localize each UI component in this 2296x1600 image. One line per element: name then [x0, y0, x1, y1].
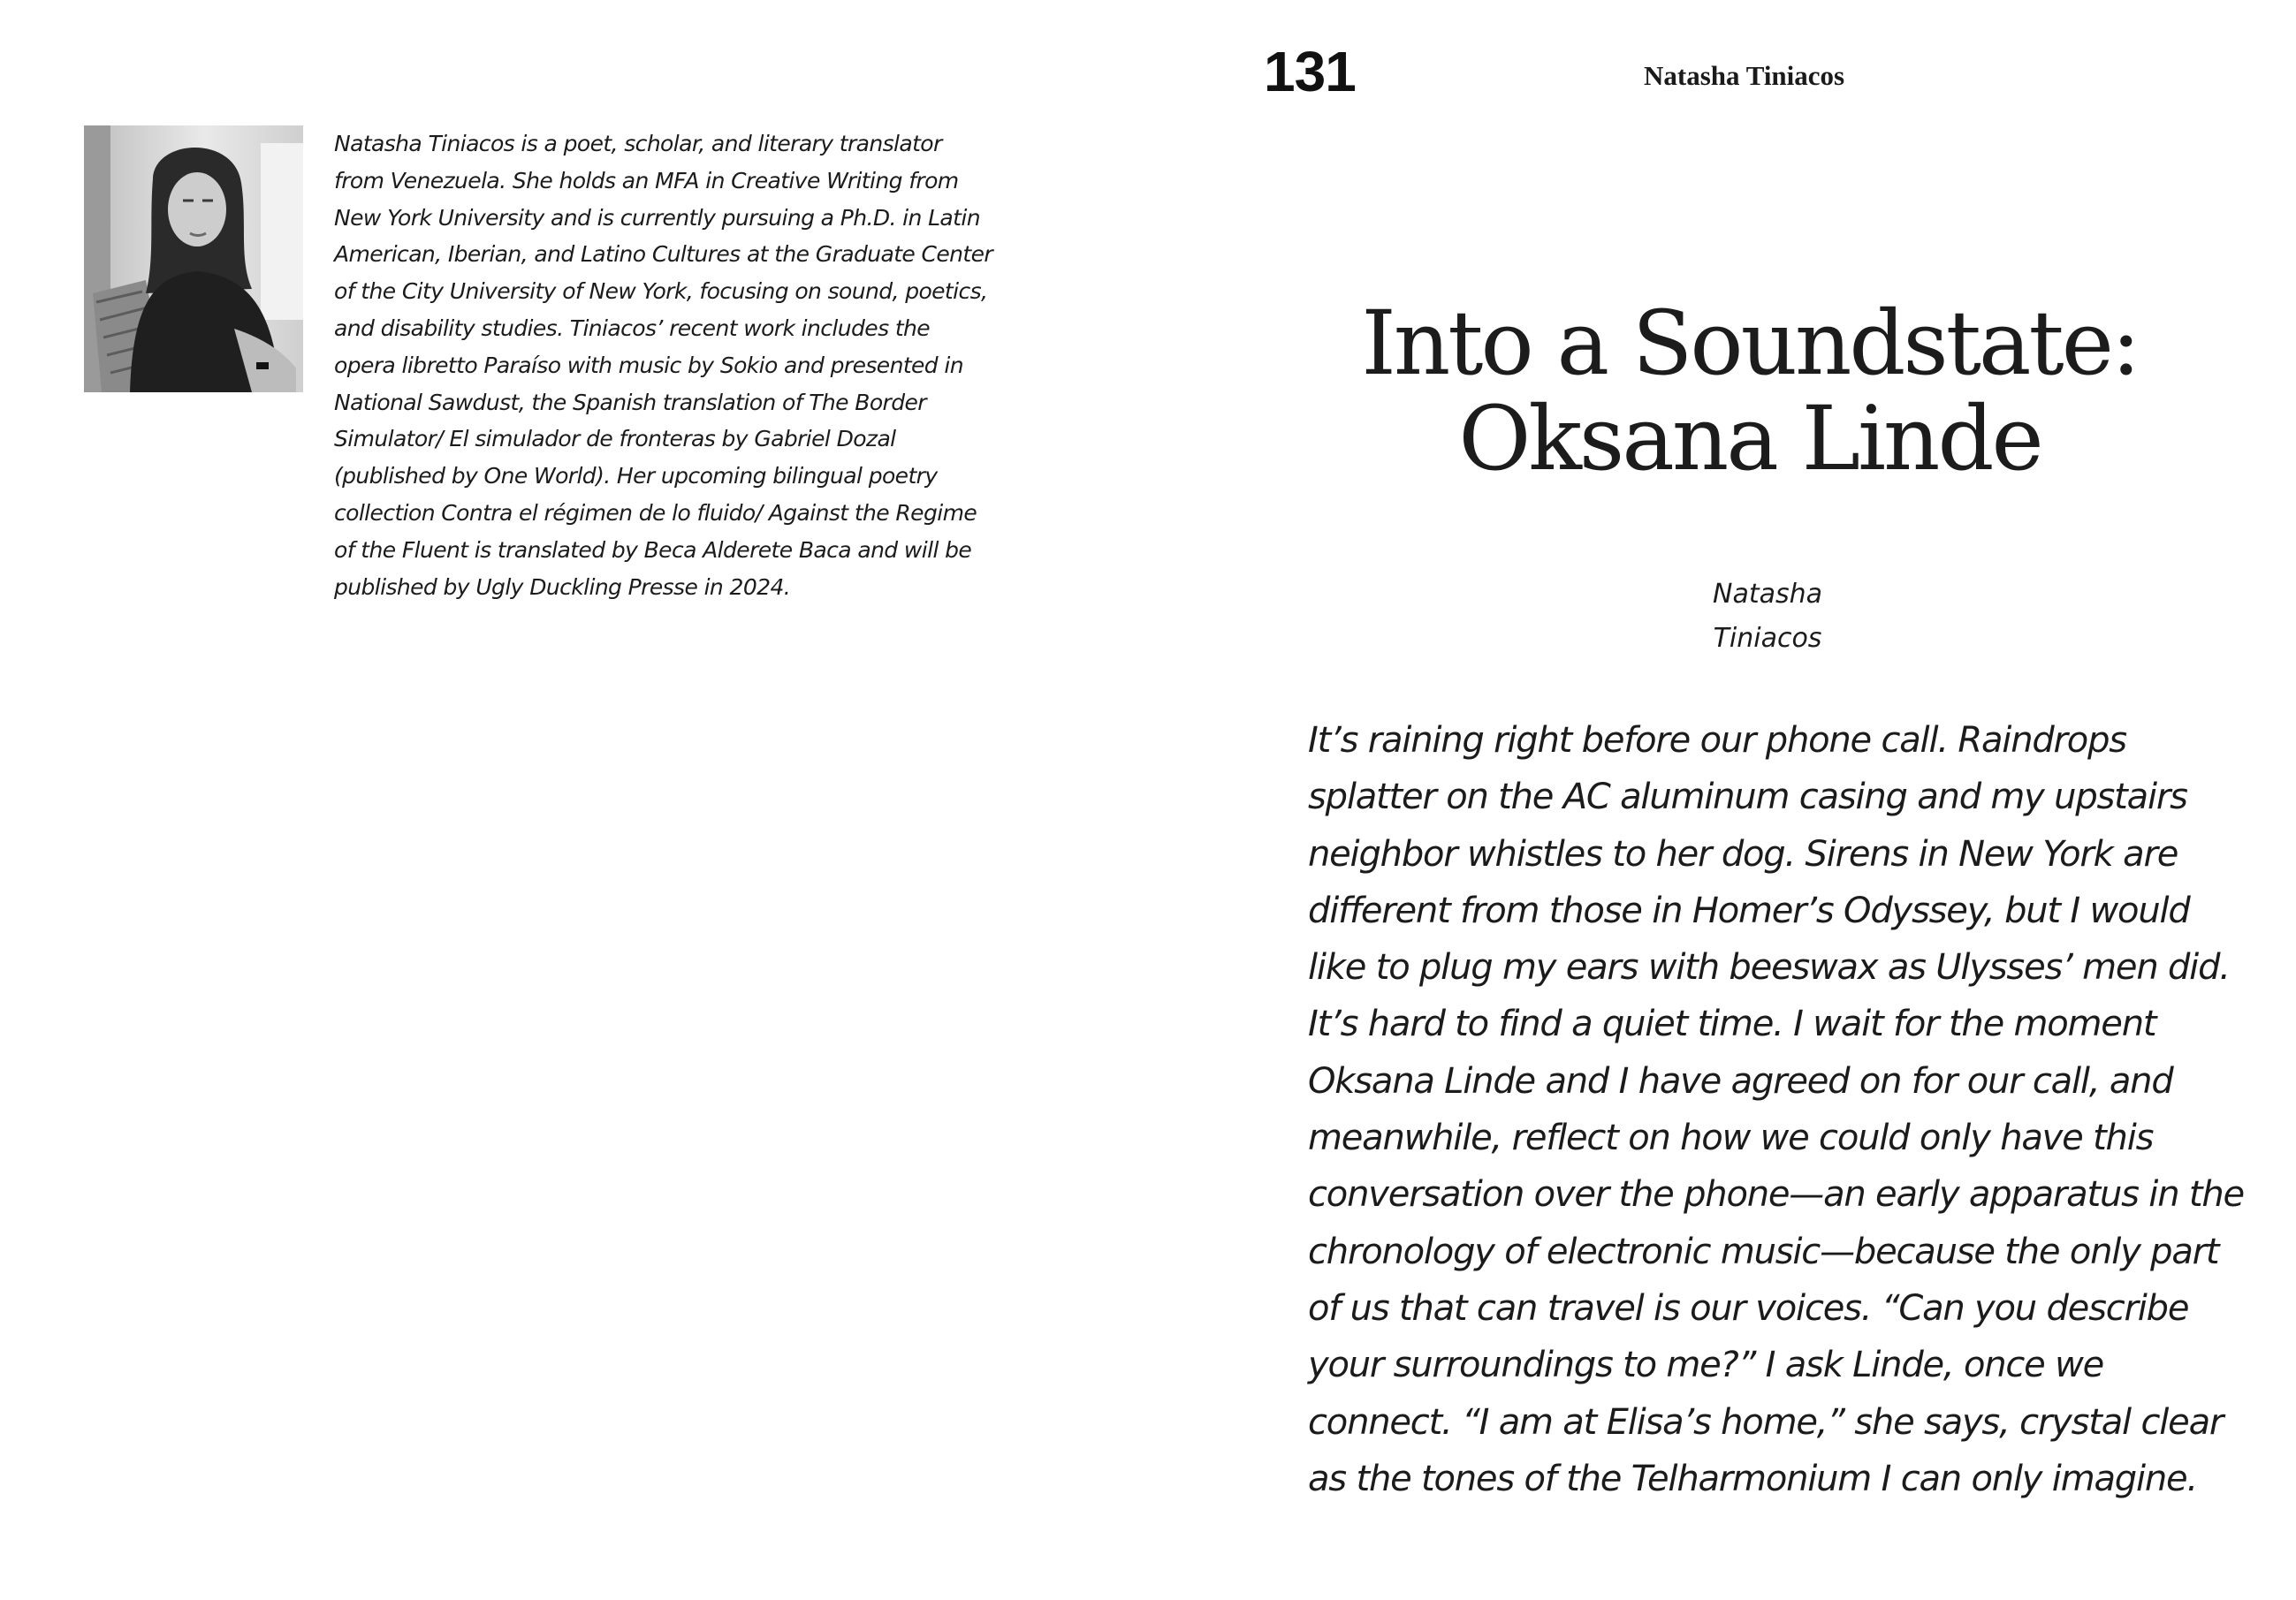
article-body-paragraph: It’s raining right before our phone call. Raindrops splatter on the AC aluminum casing and my upstairs neighbor whistles to her dog. Sirens in New York are different from those in Homer’s Odyssey, but I would like to plug my ears with beeswax as Ulysses’ men did. It’s hard to find a quiet time. I wait for the moment Oksana Linde and I have agreed on for our call, and meanwhile, reflect on how we could only have this conversation over the phone—an early apparatus in the chronology of electronic music—because the only part of us that can travel is our voices. “Can you describe your surroundings to me?” I ask Linde, once we connect. “I am at Elisa’s home,” she says, crystal clear as the tones of the Telharmonium I can only imagine.: [1308, 720, 2244, 1499]
author-photo: [84, 125, 303, 392]
article-title: [1308, 292, 2192, 490]
bio-work-title-contra: Contra el régimen de lo fluido/ Against the Regime of the Fluent: [334, 499, 977, 563]
byline-first-name: Natasha: [1713, 579, 1822, 610]
running-head: Natasha Tiniacos: [1644, 60, 1845, 91]
article-title-line-1: Into a Soundstate:: [1361, 292, 2139, 395]
article-title-line-2: Oksana Linde: [1458, 387, 2041, 490]
bio-work-title-border-simulator: The Border Simulator/ El simulador de fronteras: [334, 389, 926, 452]
author-bio: [334, 125, 997, 605]
bio-text-2: with music by Sokio and presented in National Sawdust, the Spanish translation of: [334, 352, 964, 415]
page-number: 131: [1264, 40, 1356, 103]
bio-work-title-paraiso: Paraíso: [483, 352, 561, 378]
bio-text-1: Natasha Tiniacos is a poet, scholar, and literary translator from Venezuela. She holds an MFA in Creative Writing from New York University and is currently pursuing a Ph.D. in Latin American, Iberian, and Latino Cultures at the Graduate Center of the City University of New York, focusing on sound, poetics, and disability studies. Tiniacos’ recent work includes the opera libretto: [334, 131, 993, 378]
bio-text-4: is translated by Beca Alderete Baca and will be published by Ugly Duckling Presse in 2024.: [334, 536, 972, 600]
byline-last-name: Tiniacos: [1713, 623, 1822, 654]
bio-text-3: by Gabriel Dozal (published by One World). Her upcoming bilingual poetry collection: [334, 426, 938, 526]
author-portrait-image: [84, 125, 303, 392]
author-byline: [1635, 573, 1900, 661]
